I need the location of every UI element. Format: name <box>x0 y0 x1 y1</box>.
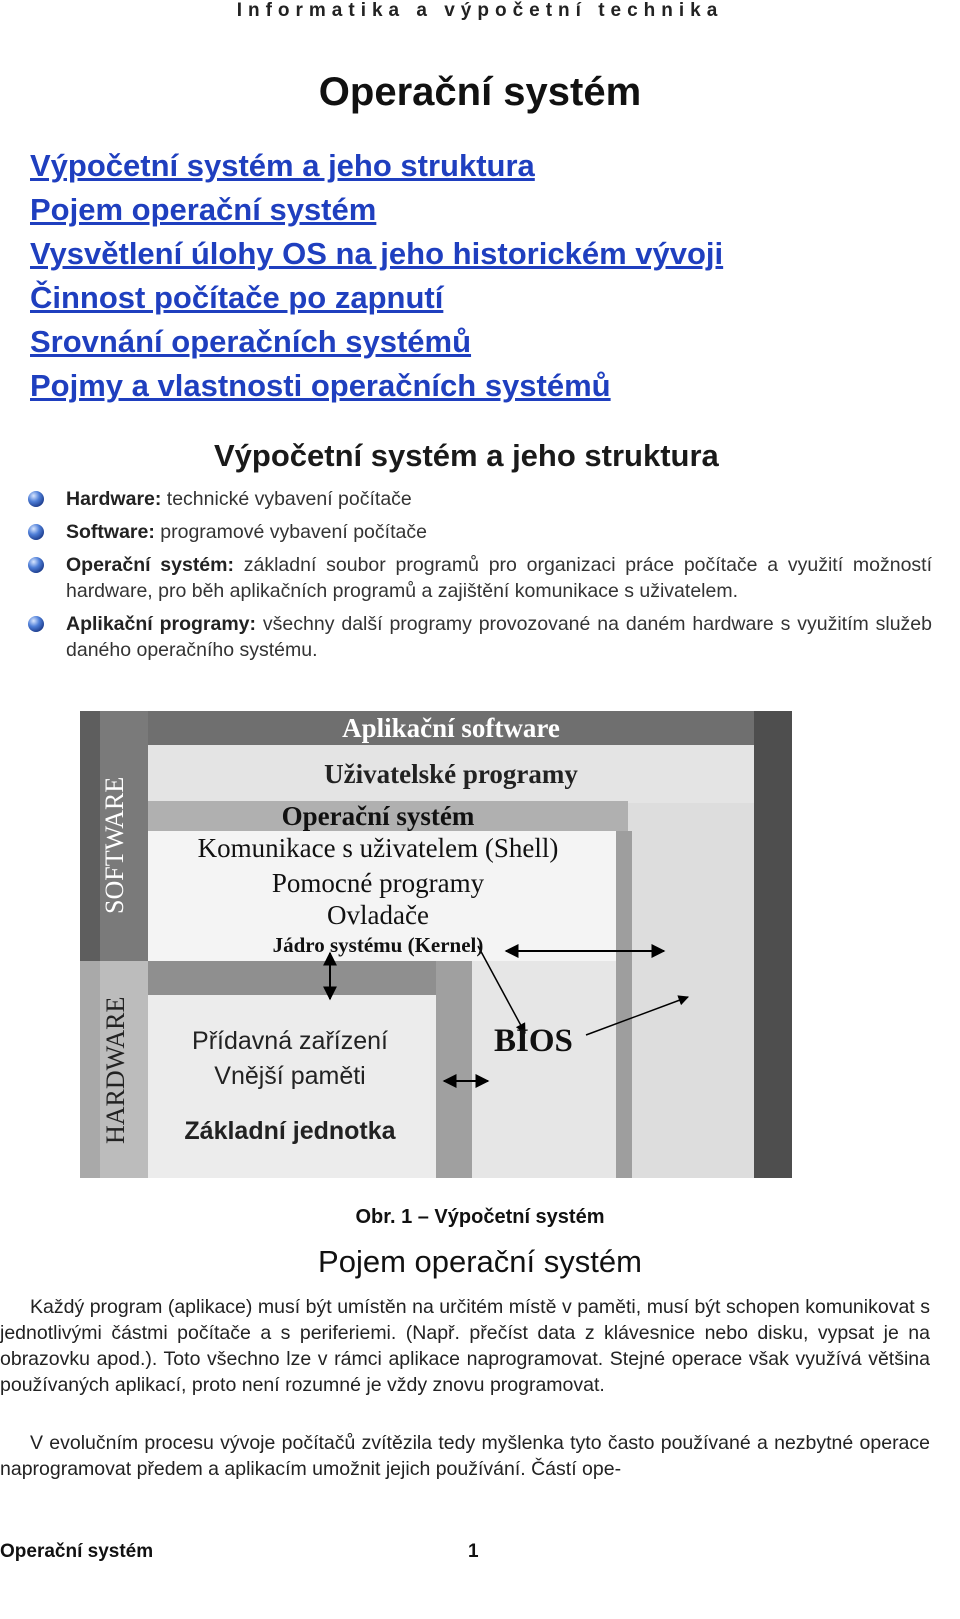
page-title: Operační systém <box>318 70 642 114</box>
hardware-band-outer <box>80 961 100 1178</box>
bullet-term: Operační systém: <box>66 554 234 576</box>
list-item <box>28 552 932 604</box>
toc-link[interactable]: Pojem operační systém <box>30 192 377 227</box>
figure-caption: Obr. 1 – Výpočetní systém <box>355 1206 605 1228</box>
toc-item[interactable] <box>30 366 723 410</box>
toc-item[interactable] <box>30 146 723 190</box>
toc-item[interactable] <box>30 278 723 322</box>
toc-link[interactable]: Činnost počítače po zapnutí <box>30 280 444 315</box>
bullet-term: Software: <box>66 521 155 543</box>
ext-memory-label: Vnější paměti <box>214 1062 366 1090</box>
page-number: 1 <box>468 1541 479 1562</box>
footer-title: Operační systém <box>0 1541 154 1562</box>
paragraph: Každý program (aplikace) musí být umístěn na určitém místě v paměti, musí být schopen komunikovat s jednotlivými částmi počítače a s periferiemi. (Např. přečíst data z klávesnice nebo disku, vypsat je na obrazovku apod.). Toto všechno lze v rámci aplikace naprogramovat. Stejné operace však využívá většina používaných aplikací, proto není rozumné je vždy znovu programovat. <box>0 1296 930 1396</box>
base-unit-label: Základní jednotka <box>184 1117 396 1145</box>
kernel-label: Jádro systému (Kernel) <box>272 933 484 957</box>
bullet-text: technické vybavení počítače <box>161 488 412 510</box>
drivers-label: Ovladače <box>327 900 429 930</box>
toc-link[interactable]: Srovnání operačních systémů <box>30 324 472 359</box>
user-programs-label: Uživatelské programy <box>324 759 578 789</box>
bios-label: BIOS <box>494 1023 573 1059</box>
software-label: SOFTWARE <box>100 776 129 914</box>
toc-link[interactable]: Vysvětlení úlohy OS na jeho historickém vývoji <box>30 236 724 271</box>
bullet-term: Hardware: <box>66 488 162 510</box>
hardware-label: HARDWARE <box>101 996 130 1144</box>
right-band <box>754 711 792 1178</box>
right-column <box>628 803 754 1178</box>
os-label: Operační systém <box>281 801 475 831</box>
blue-sphere-bullet-icon <box>28 616 44 632</box>
blue-sphere-bullet-icon <box>28 491 44 507</box>
bullet-text: programové vybavení počítače <box>154 521 427 543</box>
os-edge <box>616 831 632 1178</box>
table-of-contents <box>30 146 723 410</box>
toc-item[interactable] <box>30 190 723 234</box>
list-item <box>28 486 932 512</box>
computer-system-diagram <box>80 711 792 1178</box>
software-band-outer <box>80 711 100 961</box>
blue-sphere-bullet-icon <box>28 557 44 573</box>
list-item <box>28 519 932 545</box>
shell-label: Komunikace s uživatelem (Shell) <box>197 833 559 863</box>
blue-sphere-bullet-icon <box>28 524 44 540</box>
section-title: Pojem operační systém <box>318 1244 642 1279</box>
toc-link[interactable]: Výpočetní systém a jeho struktura <box>30 148 535 183</box>
running-header: Informatika a výpočetní technika <box>236 0 724 21</box>
paragraph: V evolučním procesu vývoje počítačů zvítězila tedy myšlenka tyto často používané a nezbytné operace naprogramovat předem a aplikacím umožnit jejich používání. Částí ope- <box>0 1432 930 1480</box>
bios-area <box>472 961 616 1178</box>
app-software-label: Aplikační software <box>342 713 560 743</box>
section-title: Výpočetní systém a jeho struktura <box>214 438 719 473</box>
bullet-text: základní soubor programů pro organizaci práce počítače a využití možností hardware, pro běh aplikačních programů a zajištění komunikace s uživatelem. <box>66 554 933 602</box>
bullet-text: všechny další programy provozované na daném hardware s využitím služeb daného operačního systému. <box>66 613 932 661</box>
hardware-inner-edge <box>436 961 472 1178</box>
toc-link[interactable]: Pojmy a vlastnosti operačních systémů <box>30 368 611 403</box>
list-item <box>28 611 932 663</box>
helpers-label: Pomocné programy <box>271 868 485 898</box>
toc-item[interactable] <box>30 234 723 278</box>
bullet-list <box>28 486 932 670</box>
devices-label: Přídavná zařízení <box>192 1027 388 1055</box>
bullet-term: Aplikační programy: <box>66 613 257 635</box>
toc-item[interactable] <box>30 322 723 366</box>
